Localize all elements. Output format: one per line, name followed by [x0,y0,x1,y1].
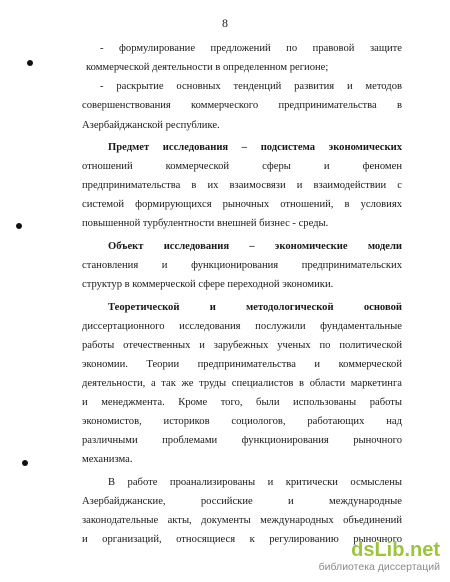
watermark-logo: dsLib.net [351,539,440,561]
text-line: законодательные акты, документы международных объединений [82,515,402,526]
text-line: экономии. Теории предпринимательства и коммерческой [82,359,402,370]
section-heading-subject: Предмет исследования – подсистема экономических [108,142,402,153]
text-line: и менеджмента. Кроме того, были использованы работы [82,397,402,408]
binding-hole-dot [22,460,28,466]
text-line: В работе проанализированы и критически осмыслены [108,477,402,488]
text-line: совершенствования коммерческого предпринимательства в [82,100,402,111]
watermark [290,540,440,574]
watermark-subtitle: библиотека диссертаций [318,561,440,573]
text-line: предпринимательства в их взаимосвязи и взаимодействии с [82,180,402,191]
binding-hole-dot [27,60,33,66]
text-line: Азербайджанской республике. [82,120,220,131]
section-heading-object: Объект исследования – экономические модели [108,241,402,252]
binding-hole-dot [16,223,22,229]
page-number: 8 [222,16,228,30]
text-line: становления и функционирования предпринимательских [82,260,402,271]
text-line: Азербайджанские, российские и международные [82,496,402,507]
text-line: отношений коммерческой сферы и феномен [82,161,402,172]
text-line: деятельности, а так же труды специалистов в области маркетинга [82,378,402,389]
text-line: системой формирующихся рыночных отношений, в условиях [82,199,402,210]
text-line: работы отечественных и зарубежных ученых по политической [82,340,402,351]
text-line: и организаций, относящиеся к регулированию рыночного [82,534,402,545]
text-line: - раскрытие основных тенденций развития и методов [100,81,402,92]
text-line: структур в коммерческой сфере переходной экономики. [82,279,334,290]
text-line: экономистов, историков социологов, работающих над [82,416,402,427]
text-line: коммерческой деятельности в определенном регионе; [86,62,329,73]
text-line: повышенной турбулентности внешней бизнес - среды. [82,218,329,229]
text-line: - формулирование предложений по правовой защите [100,43,402,54]
text-line: механизма. [82,454,133,465]
text-line: диссертационного исследования послужили фундаментальные [82,321,402,332]
section-heading-theory: Теоретической и методологической основой [108,302,402,313]
text-line: различными проблемами функционирования рыночного [82,435,402,446]
